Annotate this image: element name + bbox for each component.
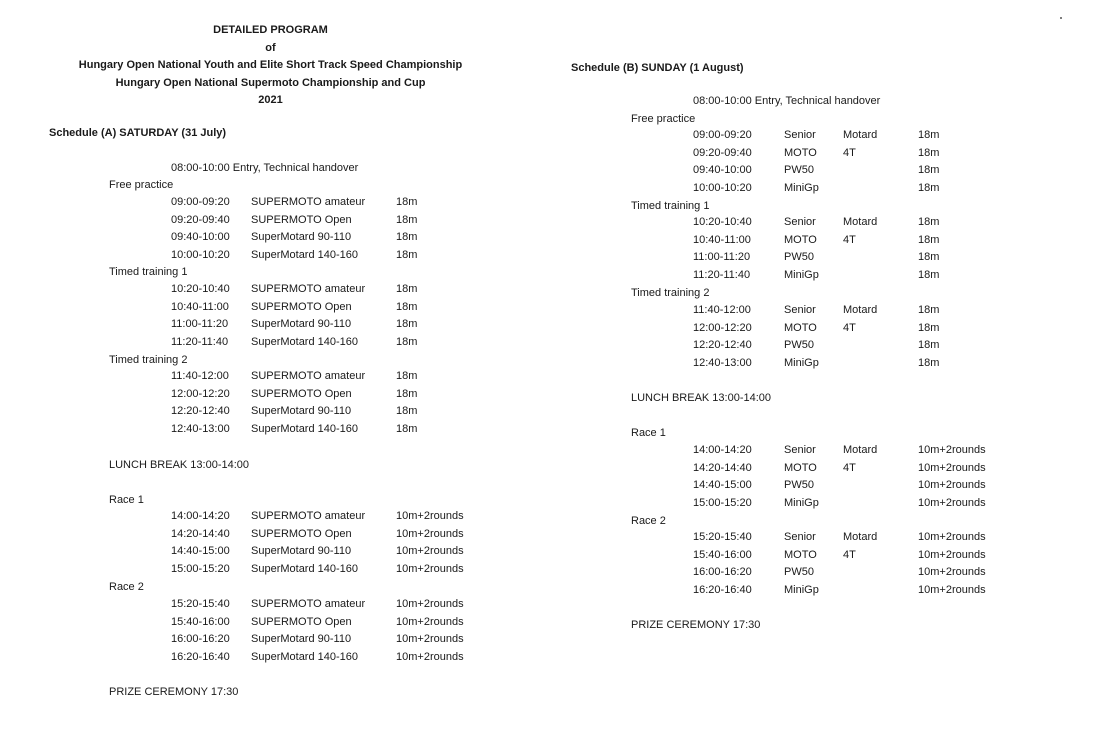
class-name: SUPERMOTO Open: [251, 615, 352, 628]
time-slot: 10:00-10:20: [171, 248, 230, 261]
duration: 10m+2rounds: [918, 583, 986, 596]
lunch-break: LUNCH BREAK 13:00-14:00: [631, 392, 772, 404]
time-slot: 14:20-14:40: [693, 461, 752, 474]
time-slot: 16:00-16:20: [693, 566, 752, 578]
class-name: MiniGp: [784, 356, 819, 369]
category: Motard: [843, 129, 878, 141]
class-name: MOTO: [784, 321, 817, 334]
duration: 10m+2rounds: [396, 615, 464, 628]
section-timed-training-2: Timed training 2: [109, 354, 188, 366]
duration: 18m: [396, 405, 418, 417]
section-timed-training-2: Timed training 2: [631, 287, 710, 299]
class-name: SUPERMOTO Open: [251, 213, 352, 226]
class-name: SuperMotard 90-110: [251, 633, 352, 645]
time-slot: 11:40-12:00: [171, 370, 229, 382]
class-name: SUPERMOTO amateur: [251, 370, 366, 382]
class-name: Senior: [784, 216, 816, 228]
time-slot: 16:20-16:40: [693, 583, 752, 596]
time-slot: 12:00-12:20: [693, 321, 752, 334]
time-slot: 14:40-15:00: [171, 545, 230, 557]
time-slot: 09:20-09:40: [693, 146, 752, 159]
time-slot: 09:00-09:20: [693, 129, 752, 141]
section-race-1: Race 1: [109, 494, 144, 506]
class-name: SUPERMOTO amateur: [251, 196, 366, 208]
class-name: SUPERMOTO amateur: [251, 510, 366, 522]
class-name: Senior: [784, 444, 816, 456]
time-slot: 16:20-16:40: [171, 650, 230, 663]
prize-ceremony: PRIZE CEREMONY 17:30: [109, 686, 239, 698]
class-name: PW50: [784, 339, 814, 351]
time-slot: 12:00-12:20: [171, 387, 230, 400]
time-slot: 09:40-10:00: [693, 164, 752, 176]
class-name: SUPERMOTO amateur: [251, 598, 366, 610]
duration: 18m: [918, 216, 940, 228]
duration: 10m+2rounds: [396, 527, 464, 540]
duration: 10m+2rounds: [918, 566, 986, 578]
class-name: MOTO: [784, 146, 817, 159]
class-name: SuperMotard 140-160: [251, 562, 359, 575]
schedule-a-entry: 08:00-10:00 Entry, Technical handover: [171, 162, 359, 174]
class-name: SuperMotard 90-110: [251, 231, 352, 243]
time-slot: 10:40-11:00: [693, 233, 751, 246]
duration: 18m: [396, 387, 418, 400]
duration: 18m: [918, 233, 940, 246]
duration: 10m+2rounds: [918, 496, 986, 509]
class-name: SuperMotard 90-110: [251, 545, 352, 557]
category: 4T: [843, 548, 856, 561]
doc-title-year: 2021: [258, 94, 283, 106]
class-name: Senior: [784, 531, 816, 543]
duration: 18m: [918, 339, 940, 351]
duration: 10m+2rounds: [396, 650, 464, 663]
category: Motard: [843, 531, 878, 543]
section-timed-training-1: Timed training 1: [109, 266, 188, 278]
doc-title-line1: DETAILED PROGRAM: [213, 24, 328, 36]
class-name: SUPERMOTO Open: [251, 387, 352, 400]
time-slot: 11:00-11:20: [693, 251, 751, 263]
class-name: Senior: [784, 129, 816, 141]
class-name: SuperMotard 140-160: [251, 248, 359, 261]
duration: 18m: [396, 248, 418, 261]
class-name: SUPERMOTO Open: [251, 300, 352, 313]
class-name: SuperMotard 140-160: [251, 335, 359, 348]
time-slot: 15:00-15:20: [171, 562, 230, 575]
section-free-practice: Free practice: [109, 179, 174, 191]
duration: 10m+2rounds: [918, 548, 986, 561]
duration: 18m: [918, 251, 940, 263]
time-slot: 12:20-12:40: [171, 405, 230, 417]
section-race-2: Race 2: [109, 581, 144, 593]
class-name: PW50: [784, 164, 814, 176]
duration: 18m: [918, 129, 940, 141]
category: 4T: [843, 146, 856, 159]
class-name: SuperMotard 90-110: [251, 405, 352, 417]
time-slot: 16:00-16:20: [171, 633, 230, 645]
class-name: MOTO: [784, 233, 817, 246]
section-timed-training-1: Timed training 1: [631, 200, 710, 212]
class-name: MiniGp: [784, 181, 819, 194]
duration: 10m+2rounds: [396, 545, 464, 557]
duration: 10m+2rounds: [918, 479, 986, 491]
class-name: SUPERMOTO Open: [251, 527, 352, 540]
duration: 10m+2rounds: [396, 562, 464, 575]
class-name: Senior: [784, 304, 816, 316]
time-slot: 12:40-13:00: [693, 356, 752, 369]
time-slot: 14:00-14:20: [693, 444, 752, 456]
time-slot: 14:20-14:40: [171, 527, 230, 540]
section-race-1: Race 1: [631, 427, 666, 439]
duration: 18m: [396, 196, 418, 208]
schedule-a-title: Schedule (A) SATURDAY (31 July): [49, 127, 227, 139]
time-slot: 09:20-09:40: [171, 213, 230, 226]
time-slot: 14:40-15:00: [693, 479, 752, 491]
time-slot: 15:00-15:20: [693, 496, 752, 509]
duration: 18m: [918, 164, 940, 176]
class-name: PW50: [784, 251, 814, 263]
duration: 18m: [396, 318, 418, 330]
category: Motard: [843, 216, 878, 228]
class-name: MOTO: [784, 461, 817, 474]
duration: 10m+2rounds: [396, 598, 464, 610]
duration: 18m: [396, 370, 418, 382]
class-name: SuperMotard 140-160: [251, 650, 359, 663]
category: 4T: [843, 461, 856, 474]
lunch-break: LUNCH BREAK 13:00-14:00: [109, 459, 250, 471]
duration: 18m: [918, 304, 940, 316]
time-slot: 11:40-12:00: [693, 304, 751, 316]
time-slot: 10:20-10:40: [171, 283, 230, 295]
class-name: PW50: [784, 566, 814, 578]
time-slot: 10:40-11:00: [171, 300, 229, 313]
class-name: MiniGp: [784, 496, 819, 509]
class-name: MiniGp: [784, 268, 819, 281]
category: Motard: [843, 304, 878, 316]
time-slot: 09:40-10:00: [171, 231, 230, 243]
duration: 18m: [396, 422, 418, 435]
category: 4T: [843, 233, 856, 246]
class-name: SuperMotard 90-110: [251, 318, 352, 330]
duration: 18m: [396, 335, 418, 348]
section-race-2: Race 2: [631, 515, 666, 527]
duration: 18m: [918, 181, 940, 194]
time-slot: 11:00-11:20: [171, 318, 229, 330]
duration: 18m: [918, 356, 940, 369]
duration: 18m: [396, 283, 418, 295]
category: 4T: [843, 321, 856, 334]
doc-title-line3: Hungary Open National Youth and Elite Short Track Speed Championship: [78, 59, 463, 71]
schedule-b-title: Schedule (B) SUNDAY (1 August): [571, 62, 744, 74]
duration: 18m: [396, 213, 418, 226]
time-slot: 15:40-16:00: [693, 548, 752, 561]
time-slot: 12:20-12:40: [693, 339, 752, 351]
class-name: MiniGp: [784, 583, 819, 596]
section-free-practice: Free practice: [631, 113, 696, 125]
duration: 10m+2rounds: [396, 633, 464, 645]
time-slot: 14:00-14:20: [171, 510, 230, 522]
duration: 18m: [396, 300, 418, 313]
time-slot: 15:20-15:40: [171, 598, 230, 610]
duration: 10m+2rounds: [918, 444, 986, 456]
doc-title-line4: Hungary Open National Supermoto Championship and Cup: [115, 77, 426, 89]
duration: 18m: [918, 321, 940, 334]
duration: 18m: [918, 268, 940, 281]
duration: 10m+2rounds: [396, 510, 464, 522]
time-slot: 11:20-11:40: [171, 335, 229, 348]
time-slot: 10:20-10:40: [693, 216, 752, 228]
doc-title-line2: of: [265, 42, 276, 54]
time-slot: 09:00-09:20: [171, 196, 230, 208]
time-slot: 10:00-10:20: [693, 181, 752, 194]
time-slot: 15:20-15:40: [693, 531, 752, 543]
class-name: MOTO: [784, 548, 817, 561]
class-name: SuperMotard 140-160: [251, 422, 359, 435]
duration: 18m: [918, 146, 940, 159]
schedule-b-entry: 08:00-10:00 Entry, Technical handover: [693, 95, 881, 107]
class-name: SUPERMOTO amateur: [251, 283, 366, 295]
time-slot: 11:20-11:40: [693, 268, 751, 281]
duration: 10m+2rounds: [918, 461, 986, 474]
duration: 18m: [396, 231, 418, 243]
speck-mark: [1060, 17, 1062, 19]
class-name: PW50: [784, 479, 814, 491]
category: Motard: [843, 444, 878, 456]
time-slot: 12:40-13:00: [171, 422, 230, 435]
time-slot: 15:40-16:00: [171, 615, 230, 628]
duration: 10m+2rounds: [918, 531, 986, 543]
prize-ceremony: PRIZE CEREMONY 17:30: [631, 619, 761, 631]
